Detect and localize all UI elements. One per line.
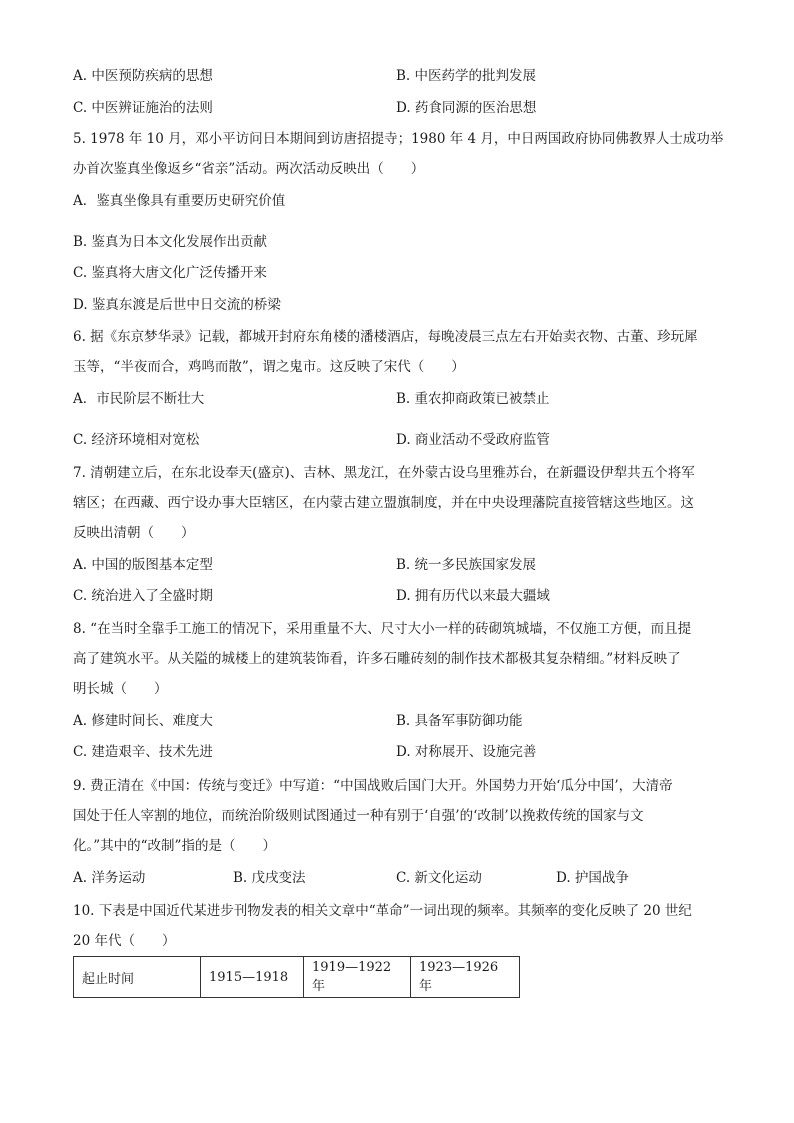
q6-option-b[interactable]: B. 重农抑商政策已被禁止 — [396, 391, 550, 407]
q10-stem-line-1: 10. 下表是中国近代某进步刊物发表的相关文章中“革命”一词出现的频率。其频率的变化反映了 20 世纪 — [73, 903, 692, 919]
table-cell: 1923—1926 年 — [411, 957, 520, 998]
q5-option-c[interactable]: C. 鉴真将大唐文化广泛传播开来 — [73, 265, 267, 281]
q8-option-c[interactable]: C. 建造艰辛、技术先进 — [73, 744, 213, 760]
q9-option-b[interactable]: B. 戊戌变法 — [233, 870, 306, 886]
q6-option-a[interactable]: A．市民阶层不断壮大 — [73, 391, 205, 407]
q10-stem-line-2: 20 年代（ ） — [73, 933, 176, 949]
q8-option-a[interactable]: A. 修建时间长、难度大 — [73, 713, 213, 729]
q8-stem-line-3: 明长城（ ） — [73, 681, 168, 697]
q7-option-b[interactable]: B. 统一多民族国家发展 — [396, 557, 537, 573]
q9-option-c[interactable]: C. 新文化运动 — [396, 870, 482, 886]
q5-option-b[interactable]: B. 鉴真为日本文化发展作出贡献 — [73, 234, 268, 250]
table-header-cell: 起止时间 — [74, 957, 201, 998]
q9-stem-line-3: 化。”其中的“改制”指的是（ ） — [73, 838, 276, 854]
q9-option-a[interactable]: A. 洋务运动 — [73, 870, 146, 886]
q7-stem-line-2: 辖区；在西藏、西宁设办事大臣辖区，在内蒙古建立盟旗制度，并在中央设理藩院直接管辖这些地区。这 — [73, 495, 694, 511]
frequency-table — [73, 956, 520, 998]
q8-stem-line-1: 8. “在当时全靠手工施工的情况下，采用重量不大、尺寸大小一样的砖砌筑城墙，不仅施工方便，而且提 — [73, 621, 692, 637]
q4-option-d[interactable]: D. 药食同源的医治思想 — [396, 100, 537, 116]
q6-stem-line-1: 6. 据《东京梦华录》记载，都城开封府东角楼的潘楼酒店，每晚凌晨三点左右开始卖衣物、古董、珍玩犀 — [73, 329, 698, 345]
q9-stem-line-2: 国处于任人宰割的地位，而统治阶级则试图通过一种有别于‘自强’的‘改制’以挽救传统的国家与文 — [73, 808, 644, 824]
q4-option-b[interactable]: B. 中医药学的批判发展 — [396, 68, 537, 84]
q6-option-d[interactable]: D. 商业活动不受政府监管 — [396, 432, 550, 448]
q5-option-a[interactable]: A．鉴真坐像具有重要历史研究价值 — [73, 193, 286, 209]
q4-option-c[interactable]: C. 中医辨证施治的法则 — [73, 100, 213, 116]
q8-option-b[interactable]: B. 具备军事防御功能 — [396, 713, 523, 729]
q9-option-d[interactable]: D. 护国战争 — [556, 870, 629, 886]
q7-option-c[interactable]: C. 统治进入了全盛时期 — [73, 588, 213, 604]
q8-stem-line-2: 高了建筑水平。从关隘的城楼上的建筑装饰看，许多石雕砖刻的制作技术都极其复杂精细。”材料反映了 — [73, 651, 681, 667]
table-cell: 1919—1922 年 — [304, 957, 411, 998]
q7-stem-line-1: 7. 清朝建立后，在东北设奉天(盛京)、吉林、黑龙江，在外蒙古设乌里雅苏台，在新疆设伊犁共五个将军 — [73, 465, 695, 481]
q7-option-a[interactable]: A. 中国的版图基本定型 — [73, 557, 213, 573]
q7-stem-line-3: 反映出清朝（ ） — [73, 525, 195, 541]
q9-stem-line-1: 9. 费正清在《中国：传统与变迁》中写道：“中国战败后国门大开。外国势力开始‘瓜分中国’，大清帝 — [73, 778, 673, 794]
q7-option-d[interactable]: D. 拥有历代以来最大疆域 — [396, 588, 550, 604]
q6-option-c[interactable]: C. 经济环境相对宽松 — [73, 432, 200, 448]
table-cell: 1915—1918 — [201, 957, 304, 998]
q5-stem-line-1: 5. 1978 年 10 月，邓小平访问日本期间到访唐招提寺；1980 年 4 月，中日两国政府协同佛教界人士成功举 — [73, 131, 724, 147]
q4-option-a[interactable]: A. 中医预防疾病的思想 — [73, 68, 213, 84]
q6-stem-line-2: 玉等，“半夜而合，鸡鸣而散”，谓之鬼市。这反映了宋代（ ） — [73, 359, 465, 375]
table-row — [74, 957, 520, 998]
q8-option-d[interactable]: D. 对称展开、设施完善 — [396, 744, 537, 760]
q5-stem-line-2: 办首次鉴真坐像返乡“省亲”活动。两次活动反映出（ ） — [73, 161, 425, 177]
q5-option-d[interactable]: D. 鉴真东渡是后世中日交流的桥梁 — [73, 297, 281, 313]
